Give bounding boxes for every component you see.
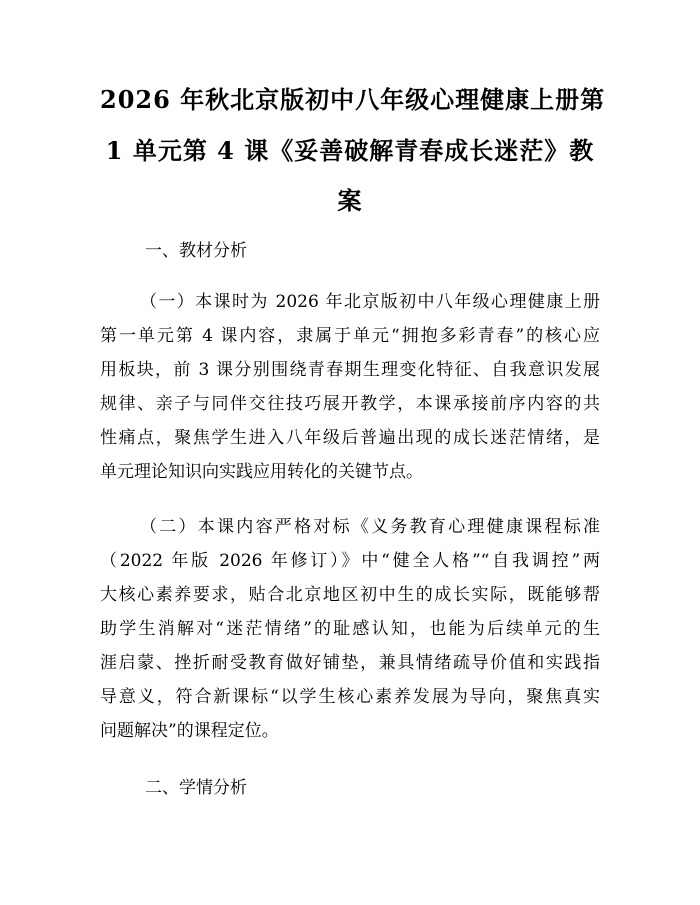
paragraph-line: 第一单元第 4 课内容，隶属于单元“拥抱多彩青春”的核心应 <box>100 326 600 346</box>
paragraph-line: 助学生消解对“迷茫情绪”的耻感认知，也能为后续单元的生 <box>100 619 600 639</box>
paragraph-line: 性痛点，聚焦学生进入八年级后普遍出现的成长迷茫情绪，是 <box>100 428 600 448</box>
paragraph-line: 问题解决”的课程定位。 <box>100 721 279 741</box>
paragraph-line: 单元理论知识向实践应用转化的关键节点。 <box>100 462 423 482</box>
paragraph-line: （2022 年版 2026 年修订）》中“健全人格”“自我调控”两 <box>100 551 600 571</box>
paragraph-line: （二）本课内容严格对标《义务教育心理健康课程标准 <box>140 517 600 537</box>
paragraph-line: 涯启蒙、挫折耐受教育做好铺垫，兼具情绪疏导价值和实践指 <box>100 653 600 673</box>
document-title-line-3: 案 <box>337 186 363 215</box>
paragraph-line: 规律、亲子与同伴交往技巧展开教学，本课承接前序内容的共 <box>100 394 600 414</box>
document-title-line-2: 1 单元第 4 课《妥善破解青春成长迷茫》教 <box>105 136 595 165</box>
paragraph-line: 大核心素养要求，贴合北京地区初中生的成长实际，既能够帮 <box>100 585 600 605</box>
paragraph-line: 用板块，前 3 课分别围绕青春期生理变化特征、自我意识发展 <box>100 360 600 380</box>
section-heading-student-analysis: 二、学情分析 <box>145 778 247 798</box>
section-heading-textbook-analysis: 一、教材分析 <box>145 241 247 261</box>
paragraph-textbook-analysis-2 <box>100 510 600 748</box>
paragraph-line: 导意义，符合新课标“以学生核心素养发展为导向，聚焦真实 <box>100 687 600 707</box>
paragraph-textbook-analysis-1 <box>100 285 600 489</box>
document-title-line-1: 2026 年秋北京版初中八年级心理健康上册第 <box>100 85 606 114</box>
paragraph-line: （一）本课时为 2026 年北京版初中八年级心理健康上册 <box>140 292 600 312</box>
